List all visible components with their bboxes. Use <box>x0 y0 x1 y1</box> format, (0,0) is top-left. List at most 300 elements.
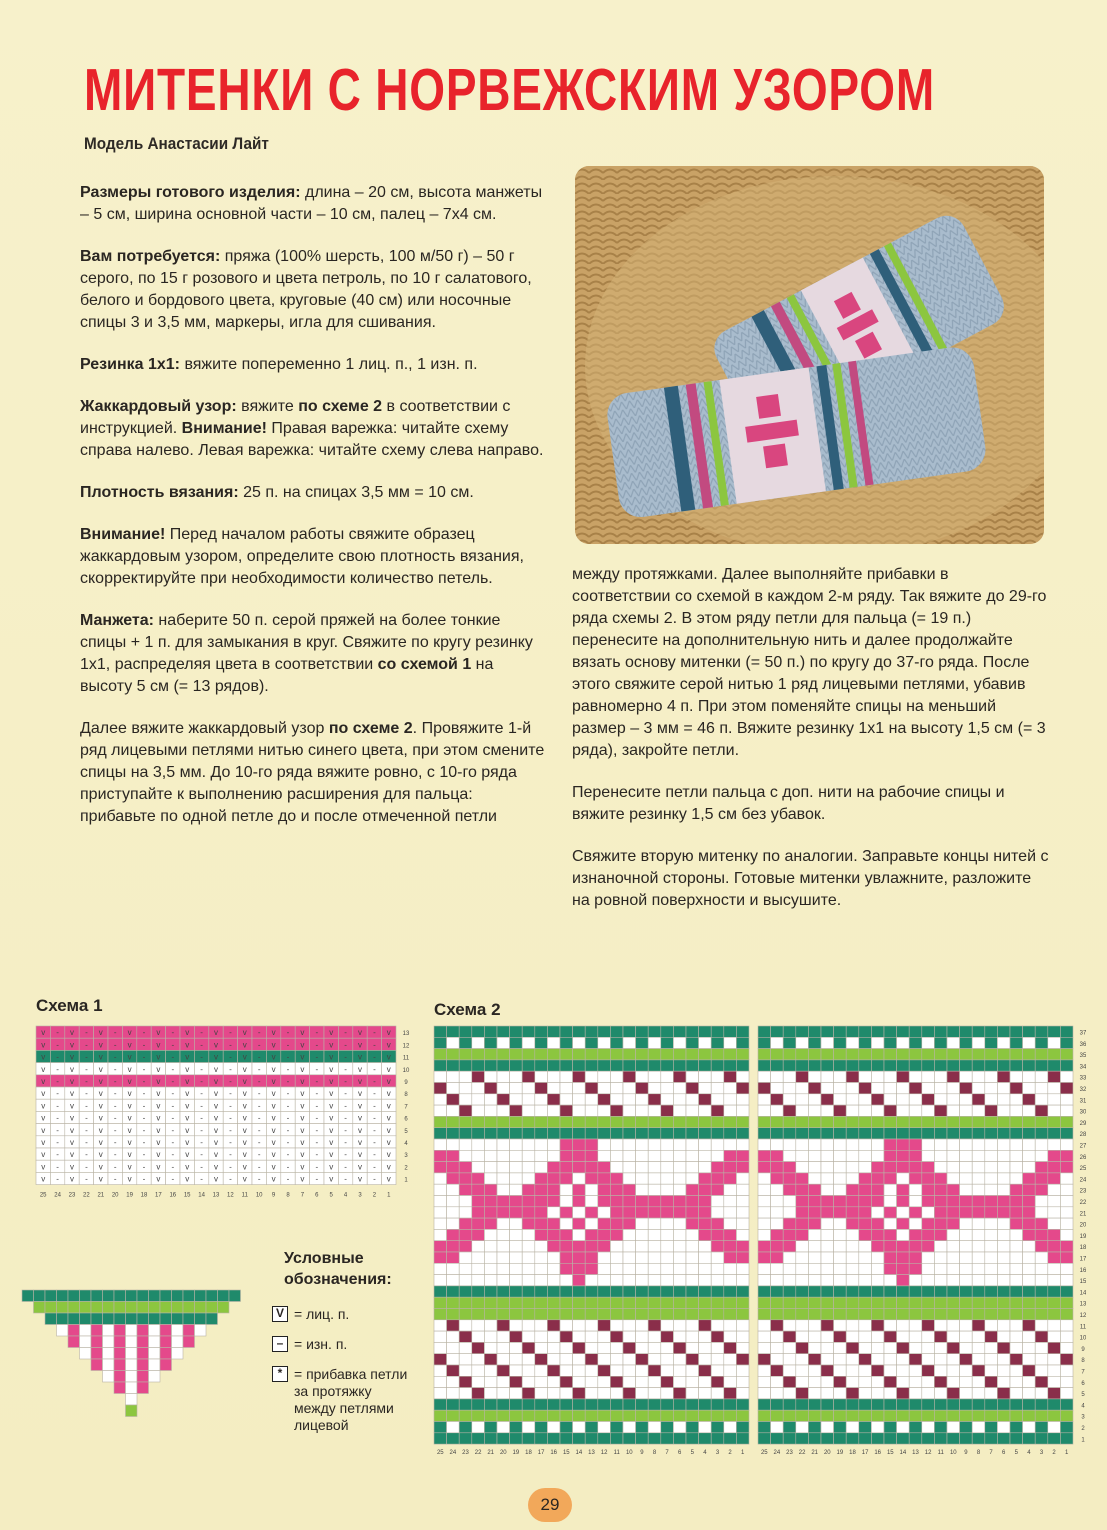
schema2-cell <box>783 1309 796 1320</box>
schema2-cell <box>985 1309 998 1320</box>
schema2-cell <box>1048 1116 1061 1127</box>
schema2-cell <box>985 1331 998 1342</box>
schema2-cell <box>484 1207 497 1218</box>
schema2-cell <box>585 1218 598 1229</box>
schema2-cell <box>808 1365 821 1376</box>
schema2-cell <box>834 1399 847 1410</box>
schema1-stitch-symbol: v <box>41 1101 46 1111</box>
schema2-cell <box>1023 1207 1036 1218</box>
schema1-stitch-symbol: v <box>98 1162 103 1172</box>
schema1-row-number: 6 <box>404 1116 408 1123</box>
schema2-cell <box>522 1071 535 1082</box>
schema2-cell <box>484 1275 497 1286</box>
schema2-cell <box>459 1196 472 1207</box>
schema2-cell <box>884 1320 897 1331</box>
schema2-cell <box>859 1286 872 1297</box>
schema2-cell <box>1060 1060 1073 1071</box>
schema2-cell <box>846 1399 859 1410</box>
schema2-row-number: 21 <box>1079 1211 1086 1218</box>
gusset-cell <box>183 1302 195 1314</box>
schema2-cell <box>1023 1241 1036 1252</box>
schema2-cell <box>1010 1241 1023 1252</box>
schema2-cell <box>783 1354 796 1365</box>
schema2-cell <box>484 1229 497 1240</box>
schema2-cell <box>922 1354 935 1365</box>
schema2-cell <box>636 1060 649 1071</box>
schema2-cell <box>834 1229 847 1240</box>
paragraph-gauge: Плотность вязания: 25 п. на спицах 3,5 мм = 10 см. <box>80 484 474 501</box>
schema2-cell <box>1060 1286 1073 1297</box>
paragraph-finger: Перенесите петли пальца с доп. нити на рабочие спицы и вяжите резинку 1,5 см без убавок. <box>572 784 1005 823</box>
schema1-stitch-symbol: - <box>200 1028 203 1038</box>
schema2-cell <box>711 1342 724 1353</box>
schema2-cell <box>686 1263 699 1274</box>
schema2-cell <box>573 1060 586 1071</box>
schema2-cell <box>598 1060 611 1071</box>
schema1-stitch-symbol: - <box>85 1064 88 1074</box>
schema2-cell <box>821 1354 834 1365</box>
schema2-cell <box>699 1105 712 1116</box>
schema2-cell <box>808 1410 821 1421</box>
schema2-cell <box>859 1309 872 1320</box>
schema2-cell <box>434 1049 447 1060</box>
schema2-cell <box>711 1433 724 1444</box>
schema2-cell <box>636 1184 649 1195</box>
schema2-cell <box>796 1354 809 1365</box>
schema2-cell <box>547 1354 560 1365</box>
schema2-cell <box>947 1309 960 1320</box>
schema2-cell <box>736 1399 749 1410</box>
schema2-cell <box>897 1128 910 1139</box>
schema2-cell <box>771 1388 784 1399</box>
schema2-cell <box>1010 1331 1023 1342</box>
schema2-cell <box>1010 1297 1023 1308</box>
schema2-cell <box>510 1342 523 1353</box>
schema1-stitch-symbol: v <box>70 1113 74 1123</box>
schema2-cell <box>636 1196 649 1207</box>
schema2-cell <box>434 1331 447 1342</box>
schema2-cell <box>447 1184 460 1195</box>
schema2-cell <box>1035 1037 1048 1048</box>
schema1-stitch-symbol: v <box>70 1052 74 1062</box>
schema2-cell <box>947 1388 960 1399</box>
schema2-cell <box>497 1376 510 1387</box>
schema2-cell <box>598 1128 611 1139</box>
schema2-cell <box>771 1399 784 1410</box>
schema1-stitch-symbol: v <box>70 1089 74 1099</box>
schema1-stitch-symbol: v <box>358 1089 362 1099</box>
schema2-cell <box>771 1083 784 1094</box>
schema2-cell <box>1048 1218 1061 1229</box>
schema2-cell <box>1060 1376 1073 1387</box>
schema1-stitch-symbol: v <box>156 1040 161 1050</box>
schema2-cell <box>535 1037 548 1048</box>
schema2-col-number: 25 <box>436 1450 444 1457</box>
schema2-cell <box>636 1320 649 1331</box>
schema2-cell <box>535 1376 548 1387</box>
schema2-cell <box>484 1399 497 1410</box>
schema2-cell <box>897 1207 910 1218</box>
gusset-cell <box>149 1359 161 1371</box>
schema1-stitch-symbol: - <box>344 1162 347 1172</box>
schema2-cell <box>510 1094 523 1105</box>
schema1-stitch-symbol: v <box>358 1150 362 1160</box>
schema2-cell <box>909 1196 922 1207</box>
schema1-stitch-symbol: - <box>200 1101 203 1111</box>
schema1-label: Схема 1 <box>36 996 103 1015</box>
schema1-stitch-symbol: v <box>127 1076 132 1086</box>
schema2-cell <box>573 1320 586 1331</box>
schema2-cell <box>947 1399 960 1410</box>
schema2-cell <box>796 1376 809 1387</box>
schema2-cell <box>522 1037 535 1048</box>
schema2-cell <box>535 1162 548 1173</box>
schema2-cell <box>771 1150 784 1161</box>
schema1-stitch-symbol: v <box>242 1174 247 1184</box>
schema2-cell <box>884 1297 897 1308</box>
schema2-col-number: 21 <box>487 1450 495 1457</box>
schema2-cell <box>972 1399 985 1410</box>
schema2-cell <box>783 1263 796 1274</box>
schema2-cell <box>1060 1342 1073 1353</box>
schema2-cell <box>736 1083 749 1094</box>
schema2-cell <box>711 1331 724 1342</box>
schema2-cell <box>623 1184 636 1195</box>
schema2-cell <box>783 1241 796 1252</box>
schema2-cell <box>884 1150 897 1161</box>
schema2-cell <box>846 1207 859 1218</box>
schema2-cell <box>724 1365 737 1376</box>
schema2-cell <box>960 1139 973 1150</box>
schema2-cell <box>897 1083 910 1094</box>
schema2-cell <box>535 1399 548 1410</box>
schema2-cell <box>758 1229 771 1240</box>
schema2-cell <box>736 1252 749 1263</box>
schema2-cell <box>648 1150 661 1161</box>
schema2-cell <box>897 1037 910 1048</box>
schema1-stitch-symbol: - <box>85 1089 88 1099</box>
schema1-col-number: 10 <box>255 1192 263 1199</box>
schema2-cell <box>1048 1388 1061 1399</box>
schema2-cell <box>711 1105 724 1116</box>
schema2-cell <box>510 1105 523 1116</box>
schema2-cell <box>472 1037 485 1048</box>
schema2-cell <box>796 1139 809 1150</box>
gusset-cell <box>137 1313 149 1325</box>
schema2-cell <box>758 1354 771 1365</box>
schema2-cell <box>434 1026 447 1037</box>
schema2-cell <box>922 1037 935 1048</box>
schema2-cell <box>997 1060 1010 1071</box>
schema2-cell <box>522 1229 535 1240</box>
schema2-cell <box>497 1128 510 1139</box>
schema2-cell <box>960 1376 973 1387</box>
schema2-cell <box>434 1388 447 1399</box>
schema2-cell <box>724 1252 737 1263</box>
schema2-cell <box>535 1252 548 1263</box>
schema2-cell <box>484 1071 497 1082</box>
schema2-cell <box>909 1037 922 1048</box>
schema2-cell <box>821 1229 834 1240</box>
schema2-cell <box>673 1297 686 1308</box>
schema2-row-number: 6 <box>1081 1380 1085 1387</box>
schema1-stitch-symbol: - <box>171 1076 175 1086</box>
gusset-cell <box>45 1313 57 1325</box>
schema2-cell <box>699 1184 712 1195</box>
schema2-cell <box>821 1139 834 1150</box>
schema2-cell <box>636 1173 649 1184</box>
schema2-cell <box>846 1263 859 1274</box>
schema2-cell <box>1023 1229 1036 1240</box>
schema2-cell <box>585 1060 598 1071</box>
schema2-cell <box>472 1184 485 1195</box>
schema2-cell <box>484 1196 497 1207</box>
schema2-cell <box>648 1196 661 1207</box>
schema2-cell <box>1023 1184 1036 1195</box>
schema2-cell <box>484 1320 497 1331</box>
schema2-cell <box>573 1037 586 1048</box>
schema2-cell <box>871 1037 884 1048</box>
schema2-cell <box>636 1433 649 1444</box>
schema1-stitch-symbol: v <box>156 1125 161 1135</box>
schema2-cell <box>673 1388 686 1399</box>
schema2-cell <box>711 1229 724 1240</box>
schema2-cell <box>573 1388 586 1399</box>
schema1-row-number: 7 <box>404 1104 408 1111</box>
schema2-cell <box>859 1207 872 1218</box>
schema1-stitch-symbol: - <box>171 1040 175 1050</box>
schema2-cell <box>623 1365 636 1376</box>
schema2-col-number: 5 <box>1014 1450 1018 1457</box>
schema2-cell <box>535 1422 548 1433</box>
schema2-cell <box>997 1128 1010 1139</box>
schema1-col-number: 14 <box>198 1192 205 1199</box>
schema2-cell <box>771 1354 784 1365</box>
gusset-cell <box>206 1313 218 1325</box>
schema2-cell <box>447 1342 460 1353</box>
schema2-cell <box>1035 1229 1048 1240</box>
schema2-cell <box>997 1286 1010 1297</box>
gusset-cell <box>126 1359 138 1371</box>
schema2-cell <box>699 1229 712 1240</box>
schema2-cell <box>909 1286 922 1297</box>
schema2-cell <box>934 1331 947 1342</box>
schema2-cell <box>447 1037 460 1048</box>
schema2-cell <box>834 1433 847 1444</box>
schema2-cell <box>1023 1116 1036 1127</box>
gusset-cell <box>126 1348 138 1360</box>
schema2-cell <box>796 1060 809 1071</box>
schema2-cell <box>985 1388 998 1399</box>
schema2-cell <box>547 1422 560 1433</box>
schema2-cell <box>623 1320 636 1331</box>
schema1-stitch-symbol: v <box>242 1150 247 1160</box>
schema2-cell <box>724 1116 737 1127</box>
schema2-cell <box>547 1083 560 1094</box>
schema2-cell <box>535 1207 548 1218</box>
schema2-cell <box>796 1286 809 1297</box>
schema2-cell <box>808 1309 821 1320</box>
schema2-cell <box>934 1083 947 1094</box>
schema2-cell <box>1035 1094 1048 1105</box>
schema2-cell <box>808 1196 821 1207</box>
schema2-cell <box>1023 1376 1036 1387</box>
schema2-cell <box>686 1388 699 1399</box>
schema2-cell <box>884 1105 897 1116</box>
schema2-cell <box>922 1410 935 1421</box>
schema2-cell <box>1035 1309 1048 1320</box>
schema2-cell <box>859 1410 872 1421</box>
gusset-cell <box>218 1290 230 1302</box>
schema2-cell <box>796 1388 809 1399</box>
schema2-cell <box>1060 1207 1073 1218</box>
schema2-cell <box>686 1128 699 1139</box>
schema1-stitch-symbol: v <box>98 1174 103 1184</box>
schema2-cell <box>447 1083 460 1094</box>
schema2-cell <box>560 1388 573 1399</box>
schema2-cell <box>922 1196 935 1207</box>
schema2-cell <box>1060 1083 1073 1094</box>
schema1-stitch-symbol: v <box>185 1076 190 1086</box>
schema2-cell <box>947 1365 960 1376</box>
schema2-cell <box>960 1083 973 1094</box>
schema2-cell <box>985 1083 998 1094</box>
schema2-cell <box>1035 1139 1048 1150</box>
schema2-cell <box>484 1094 497 1105</box>
schema2-cell <box>1060 1252 1073 1263</box>
schema2-cell <box>510 1116 523 1127</box>
schema2-cell <box>573 1241 586 1252</box>
schema1-stitch-symbol: v <box>271 1137 276 1147</box>
schema2-cell <box>783 1196 796 1207</box>
schema2-cell <box>1023 1037 1036 1048</box>
schema2-cell <box>771 1252 784 1263</box>
schema2-label: Схема 2 <box>434 1000 501 1019</box>
schema2-cell <box>598 1139 611 1150</box>
schema2-cell <box>560 1410 573 1421</box>
schema2-cell <box>610 1128 623 1139</box>
schema2-cell <box>771 1376 784 1387</box>
schema1-stitch-symbol: - <box>142 1101 146 1111</box>
schema2-cell <box>497 1083 510 1094</box>
schema2-row-number: 11 <box>1079 1324 1086 1331</box>
schema2-cell <box>808 1354 821 1365</box>
schema2-cell <box>522 1331 535 1342</box>
schema2-cell <box>783 1150 796 1161</box>
schema2-cell <box>736 1241 749 1252</box>
schema2-cell <box>960 1399 973 1410</box>
schema2-cell <box>834 1376 847 1387</box>
schema2-cell <box>1035 1083 1048 1094</box>
schema2-cell <box>724 1376 737 1387</box>
gusset-cell <box>91 1302 103 1314</box>
schema2-cell <box>673 1263 686 1274</box>
schema2-cell <box>648 1354 661 1365</box>
schema2-cell <box>972 1342 985 1353</box>
schema2-cell <box>859 1105 872 1116</box>
schema2-cell <box>648 1263 661 1274</box>
schema1-stitch-symbol: - <box>85 1028 88 1038</box>
schema2-cell <box>997 1162 1010 1173</box>
schema2-cell <box>673 1150 686 1161</box>
schema1-stitch-symbol: v <box>300 1162 305 1172</box>
schema2-cell <box>808 1342 821 1353</box>
schema1-stitch-symbol: v <box>156 1028 161 1038</box>
gusset-cell <box>126 1313 138 1325</box>
schema1-stitch-symbol: - <box>56 1150 59 1160</box>
schema2-cell <box>997 1252 1010 1263</box>
schema2-cell <box>573 1433 586 1444</box>
schema2-cell <box>922 1060 935 1071</box>
schema2-cell <box>997 1139 1010 1150</box>
schema2-cell <box>821 1196 834 1207</box>
schema2-cell <box>897 1354 910 1365</box>
schema2-cell <box>736 1150 749 1161</box>
schema2-cell <box>560 1184 573 1195</box>
schema2-cell <box>1048 1433 1061 1444</box>
schema1-stitch-symbol: v <box>156 1137 161 1147</box>
schema2-cell <box>472 1331 485 1342</box>
schema1-row-number: 2 <box>404 1165 408 1172</box>
schema1-stitch-symbol: - <box>286 1064 290 1074</box>
schema2-cell <box>871 1026 884 1037</box>
schema2-cell <box>522 1139 535 1150</box>
schema1-stitch-symbol: v <box>386 1064 391 1074</box>
schema2-cell <box>598 1071 611 1082</box>
schema2-cell <box>510 1229 523 1240</box>
gusset-cell <box>183 1313 195 1325</box>
schema1-stitch-symbol: v <box>98 1113 103 1123</box>
schema2-cell <box>1010 1049 1023 1060</box>
schema2-cell <box>1035 1184 1048 1195</box>
schema2-cell <box>997 1309 1010 1320</box>
schema2-cell <box>821 1422 834 1433</box>
schema2-cell <box>821 1309 834 1320</box>
schema2-cell <box>573 1184 586 1195</box>
schema2-cell <box>1010 1399 1023 1410</box>
schema2-cell <box>661 1365 674 1376</box>
schema2-cell <box>560 1207 573 1218</box>
schema2-cell <box>472 1376 485 1387</box>
schema2-row-number: 16 <box>1079 1267 1086 1274</box>
schema2-cell <box>547 1433 560 1444</box>
schema2-cell <box>960 1433 973 1444</box>
schema2-cell <box>711 1218 724 1229</box>
schema2-cell <box>484 1410 497 1421</box>
schema2-cell <box>547 1037 560 1048</box>
schema2-cell <box>673 1105 686 1116</box>
gusset-cell <box>172 1325 184 1337</box>
schema1-stitch-symbol: - <box>373 1113 376 1123</box>
schema2-cell <box>1048 1263 1061 1274</box>
schema2-cell <box>598 1286 611 1297</box>
gusset-cell <box>160 1336 172 1348</box>
schema2-cell <box>547 1049 560 1060</box>
schema2-cell <box>661 1241 674 1252</box>
schema2-col-number: 2 <box>1052 1450 1056 1457</box>
schema2-cell <box>434 1275 447 1286</box>
schema2-cell <box>699 1365 712 1376</box>
schema2-cell <box>834 1241 847 1252</box>
schema2-cell <box>736 1049 749 1060</box>
schema2-cell <box>623 1410 636 1421</box>
schema2-cell <box>447 1365 460 1376</box>
schema2-cell <box>808 1207 821 1218</box>
schema2-cell <box>884 1241 897 1252</box>
schema1-col-number: 4 <box>343 1192 348 1199</box>
schema2-cell <box>796 1105 809 1116</box>
schema2-cell <box>484 1105 497 1116</box>
